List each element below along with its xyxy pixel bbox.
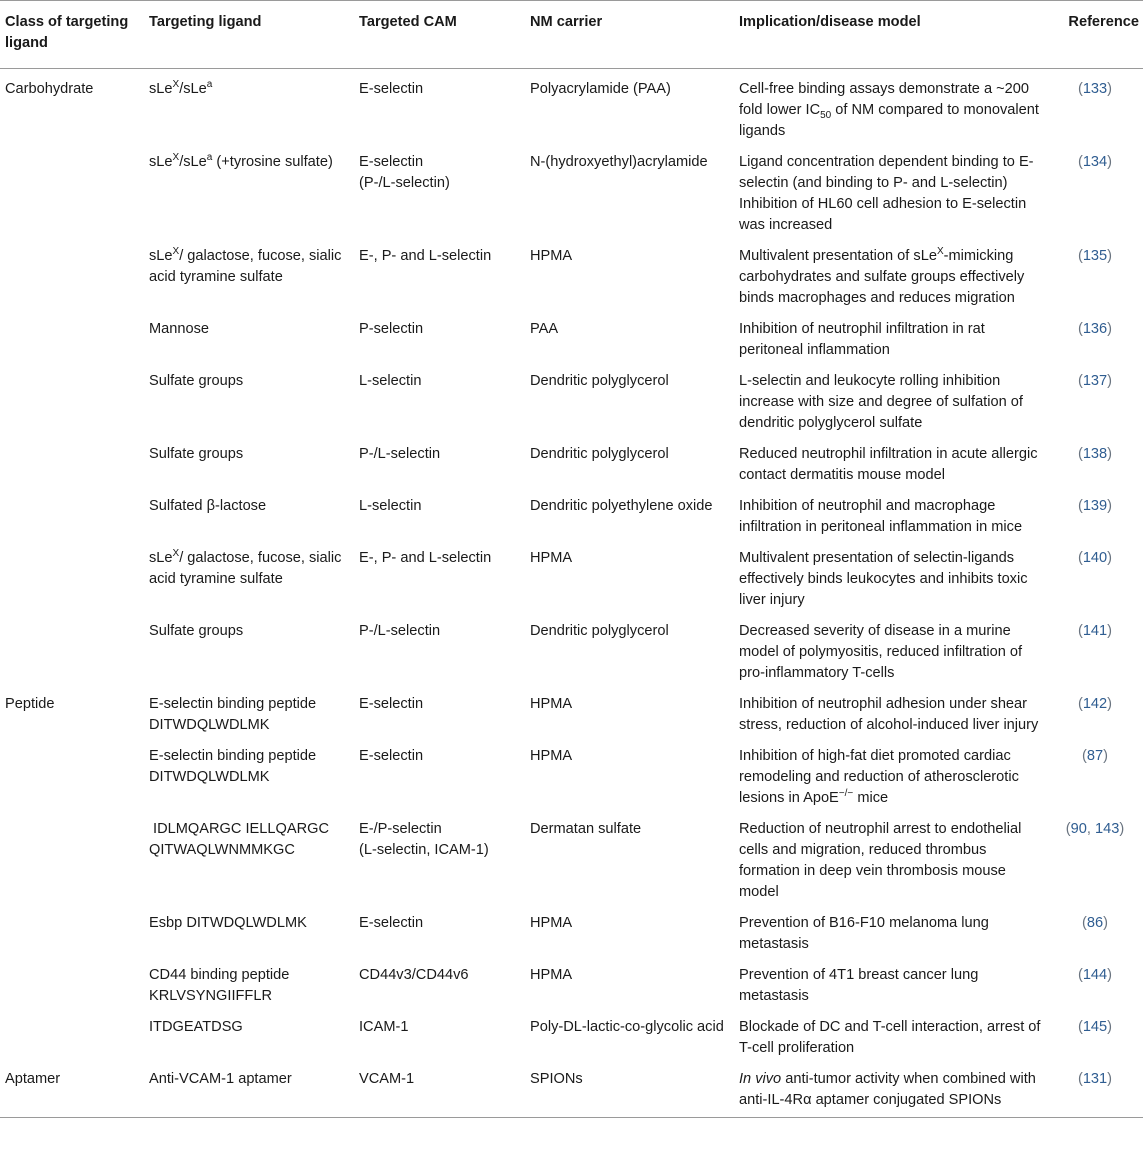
cell-implication: Reduction of neutrophil arrest to endothelial cells and migration, reduced thrombus formation in deep vein thrombosis mouse model bbox=[739, 821, 1022, 900]
table-row bbox=[0, 908, 1143, 960]
cell-ligand: Sulfate groups bbox=[149, 446, 244, 462]
cell-cam: E-selectin (P-/L-selectin) bbox=[359, 154, 450, 191]
cell-cam: E-/P-selectin (L-selectin, ICAM-1) bbox=[359, 821, 489, 858]
cell-implication: Multivalent presentation of sLe$^X$-mimicking carbohydrates and sulfate groups effectively binds macrophages and reduces migration bbox=[739, 246, 1025, 306]
cell-carrier: N-(hydroxyethyl)acrylamide bbox=[530, 154, 708, 170]
cell-implication: Blockade of DC and T-cell interaction, arrest of T-cell proliferation bbox=[739, 1019, 1041, 1056]
cell-class: Peptide bbox=[5, 696, 55, 712]
cell-class bbox=[0, 241, 144, 314]
header-ligand: Targeting ligand bbox=[149, 14, 262, 30]
cell-class bbox=[0, 814, 144, 908]
cell-ligand: IDLMQARGC IELLQARGC QITWAQLWNMMKGC bbox=[149, 821, 330, 858]
cell-class bbox=[0, 491, 144, 543]
table-row bbox=[0, 314, 1143, 366]
cell-class bbox=[0, 741, 144, 814]
cell-cam: L-selectin bbox=[359, 498, 422, 514]
cell-cam: L-selectin bbox=[359, 373, 422, 389]
cell-cam: E-, P- and L-selectin bbox=[359, 248, 492, 264]
cell-cam: E-selectin bbox=[359, 915, 424, 931]
cell-ligand: Sulfate groups bbox=[149, 623, 244, 639]
table-row bbox=[0, 960, 1143, 1012]
table-row bbox=[0, 741, 1143, 814]
cell-carrier: Polyacrylamide (PAA) bbox=[530, 81, 671, 97]
cell-implication: Inhibition of neutrophil adhesion under shear stress, reduction of alcohol-induced liver injury bbox=[739, 696, 1039, 733]
cell-cam: VCAM-1 bbox=[359, 1071, 415, 1087]
cell-class bbox=[0, 439, 144, 491]
cell-implication: Decreased severity of disease in a murine model of polymyositis, reduced infiltration of pro-inflammatory T-cells bbox=[739, 623, 1023, 681]
cell-cam: E-selectin bbox=[359, 748, 424, 764]
cell-cam: P-/L-selectin bbox=[359, 446, 441, 462]
table-row bbox=[0, 366, 1143, 439]
cell-class: Aptamer bbox=[5, 1071, 61, 1087]
cell-reference: (141) bbox=[1077, 623, 1113, 639]
cell-carrier: SPIONs bbox=[530, 1071, 583, 1087]
cell-ligand: CD44 binding peptide KRLVSYNGIIFFLR bbox=[149, 967, 290, 1004]
cell-carrier: HPMA bbox=[530, 967, 573, 983]
cell-reference: (134) bbox=[1077, 154, 1113, 170]
table-row bbox=[0, 1064, 1143, 1118]
cell-carrier: Poly-DL-lactic-co-glycolic acid bbox=[530, 1019, 724, 1035]
cell-cam: P-selectin bbox=[359, 321, 424, 337]
cell-reference: (138) bbox=[1077, 446, 1113, 462]
cell-implication: Inhibition of neutrophil infiltration in rat peritoneal inflammation bbox=[739, 321, 985, 358]
cell-reference: (145) bbox=[1077, 1019, 1113, 1035]
cell-class bbox=[0, 543, 144, 616]
cell-cam: E-selectin bbox=[359, 696, 424, 712]
cell-ligand: Esbp DITWDQLWDLMK bbox=[149, 915, 307, 931]
cell-reference: (87) bbox=[1082, 748, 1108, 764]
header-class: Class of targeting ligand bbox=[5, 14, 129, 51]
cell-reference: (142) bbox=[1077, 696, 1113, 712]
cell-carrier: Dendritic polyglycerol bbox=[530, 446, 669, 462]
cell-ligand: Anti-VCAM-1 aptamer bbox=[149, 1071, 292, 1087]
cell-class bbox=[0, 147, 144, 241]
cell-reference: (135) bbox=[1077, 248, 1113, 264]
table-row bbox=[0, 439, 1143, 491]
cell-ligand: E-selectin binding peptide DITWDQLWDLMK bbox=[149, 748, 317, 785]
header-carrier: NM carrier bbox=[530, 14, 603, 30]
cell-ligand: sLe$^X$/ galactose, fucose, sialic acid tyramine sulfate bbox=[149, 548, 342, 587]
header-implication: Implication/disease model bbox=[739, 14, 921, 30]
cell-class bbox=[0, 908, 144, 960]
cell-reference: (144) bbox=[1077, 967, 1113, 983]
table-row bbox=[0, 616, 1143, 689]
header-cam: Targeted CAM bbox=[359, 14, 457, 30]
cell-ligand: Sulfate groups bbox=[149, 373, 244, 389]
cell-reference: (131) bbox=[1077, 1071, 1113, 1087]
cell-carrier: HPMA bbox=[530, 915, 573, 931]
cell-cam: ICAM-1 bbox=[359, 1019, 409, 1035]
cell-cam: P-/L-selectin bbox=[359, 623, 441, 639]
cell-ligand: E-selectin binding peptide DITWDQLWDLMK bbox=[149, 696, 317, 733]
cell-class bbox=[0, 314, 144, 366]
cell-carrier: Dermatan sulfate bbox=[530, 821, 642, 837]
cell-carrier: HPMA bbox=[530, 550, 573, 566]
cell-reference: (90, 143) bbox=[1065, 821, 1125, 837]
cell-carrier: HPMA bbox=[530, 248, 573, 264]
cell-ligand: Mannose bbox=[149, 321, 210, 337]
header-reference: Reference bbox=[1068, 14, 1139, 30]
cell-cam: CD44v3/CD44v6 bbox=[359, 967, 469, 983]
cell-ligand: ITDGEATDSG bbox=[149, 1019, 243, 1035]
cell-carrier: Dendritic polyglycerol bbox=[530, 623, 669, 639]
cell-carrier: Dendritic polyethylene oxide bbox=[530, 498, 713, 514]
cell-reference: (139) bbox=[1077, 498, 1113, 514]
cell-reference: (86) bbox=[1082, 915, 1108, 931]
table-row bbox=[0, 69, 1143, 148]
cell-class: Carbohydrate bbox=[5, 81, 94, 97]
cell-implication: In vivo anti-tumor activity when combined with anti-IL-4Rα aptamer conjugated SPIONs bbox=[739, 1071, 1036, 1108]
cell-implication: Prevention of B16-F10 melanoma lung metastasis bbox=[739, 915, 989, 952]
cell-ligand: Sulfated β-lactose bbox=[149, 498, 267, 514]
table-header-row bbox=[0, 1, 1143, 69]
cell-class bbox=[0, 366, 144, 439]
cell-implication: Cell-free binding assays demonstrate a ~200 fold lower $IC_{50}$ of NM compared to monovalent ligands bbox=[739, 81, 1039, 139]
cell-carrier: HPMA bbox=[530, 748, 573, 764]
cell-implication: L-selectin and leukocyte rolling inhibition increase with size and degree of sulfation of dendritic polyglycerol sulfate bbox=[739, 373, 1023, 431]
cell-implication: Inhibition of high-fat diet promoted cardiac remodeling and reduction of atherosclerotic lesions in ApoE−/− mice bbox=[739, 748, 1019, 806]
cell-class bbox=[0, 616, 144, 689]
cell-carrier: PAA bbox=[530, 321, 559, 337]
table-row bbox=[0, 689, 1143, 741]
table-row bbox=[0, 1012, 1143, 1064]
cell-ligand: sLe$^X$/ galactose, fucose, sialic acid tyramine sulfate bbox=[149, 246, 342, 285]
cell-ligand: sLe$^X$/sLe$^a$ (+tyrosine sulfate) bbox=[149, 152, 333, 170]
cell-implication: Prevention of 4T1 breast cancer lung metastasis bbox=[739, 967, 979, 1004]
table-row bbox=[0, 491, 1143, 543]
cell-class bbox=[0, 960, 144, 1012]
cell-carrier: HPMA bbox=[530, 696, 573, 712]
cell-implication: Multivalent presentation of selectin-ligands effectively binds leukocytes and inhibits toxic liver injury bbox=[739, 550, 1028, 608]
cell-reference: (137) bbox=[1077, 373, 1113, 389]
table-row bbox=[0, 241, 1143, 314]
cell-reference: (140) bbox=[1077, 550, 1113, 566]
cell-ligand: sLe$^X$/sLe$^a$ bbox=[149, 79, 213, 97]
cell-reference: (136) bbox=[1077, 321, 1113, 337]
cell-cam: E-selectin bbox=[359, 81, 424, 97]
table-row bbox=[0, 814, 1143, 908]
cell-implication: Ligand concentration dependent binding to E-selectin (and binding to P- and L-selectin) Inhibition of HL60 cell adhesion to E-selectin was increased bbox=[739, 154, 1034, 233]
cell-implication: Reduced neutrophil infiltration in acute allergic contact dermatitis mouse model bbox=[739, 446, 1038, 483]
cell-cam: E-, P- and L-selectin bbox=[359, 550, 492, 566]
cell-reference: (133) bbox=[1077, 81, 1113, 97]
table-row bbox=[0, 543, 1143, 616]
cell-implication: Inhibition of neutrophil and macrophage infiltration in peritoneal inflammation in mice bbox=[739, 498, 1023, 535]
table-row bbox=[0, 147, 1143, 241]
cell-carrier: Dendritic polyglycerol bbox=[530, 373, 669, 389]
table-body bbox=[0, 69, 1143, 1118]
cell-class bbox=[0, 1012, 144, 1064]
